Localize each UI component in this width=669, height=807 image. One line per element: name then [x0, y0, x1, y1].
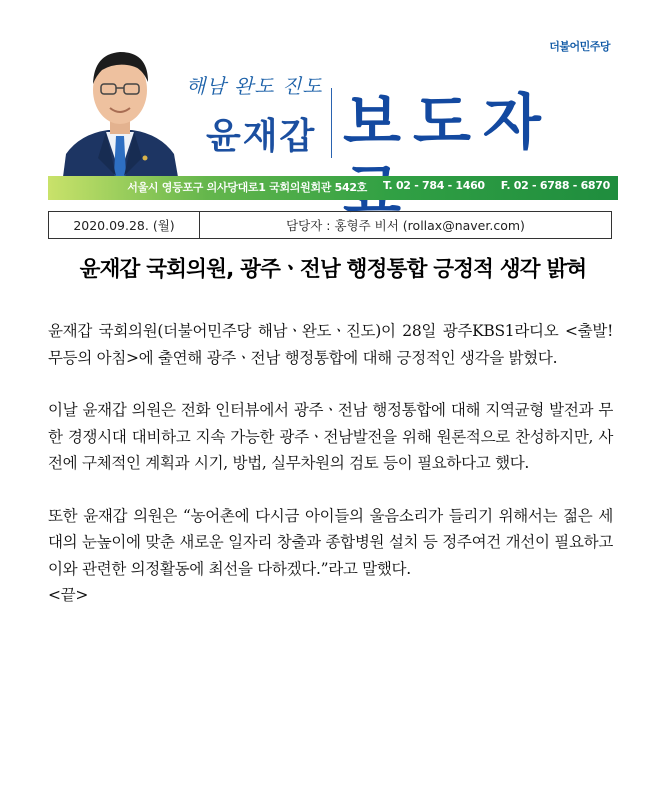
- release-date: 2020.09.28. (월): [49, 212, 200, 238]
- contact-person: 담당자 : 홍형주 비서 (rollax@naver.com): [286, 218, 525, 233]
- end-mark: <끝>: [48, 586, 89, 604]
- contact-info: [127, 179, 610, 195]
- office-phone: T. 02 - 784 - 1460: [383, 179, 485, 192]
- press-release-title: 보도자: [343, 88, 553, 158]
- header-divider: [331, 88, 332, 158]
- district-slogan: 해남 완도 진도: [186, 74, 323, 98]
- headline: 윤재갑 국회의원, 광주ㆍ전남 행정통합 긍정적 생각 밝혀: [79, 257, 587, 282]
- party-name: 더불어민주당: [549, 40, 610, 53]
- paragraph-1: 윤재갑 국회의원(더불어민주당 해남ㆍ완도ㆍ진도)이 28일 광주KBS1라디오 <출발! 무등의 아침>에 출연해 광주ㆍ전남 행정통합에 대해 긍정적인 생각을 밝혔다.: [48, 322, 613, 367]
- info-table: [48, 211, 612, 239]
- article-body: [48, 318, 613, 609]
- paragraph-3: 또한 윤재갑 의원은 “농어촌에 다시금 아이들의 울음소리가 들리기 위해서는 젊은 세대의 눈높이에 맞춘 새로운 일자리 창출과 종합병원 설치 등 정주여건 개선이 필요하고 이와 관련한 의정활동에 최선을 다하겠다.”라고 말했다.: [48, 506, 613, 578]
- office-fax: F. 02 - 6788 - 6870: [500, 179, 610, 192]
- press-release-banner: [48, 30, 618, 200]
- office-address: 서울시 영등포구 의사당대로1 국회의원회관 542호: [127, 181, 368, 194]
- mp-name: 윤재갑: [206, 116, 317, 157]
- paragraph-2: 이날 윤재갑 의원은 전화 인터뷰에서 광주ㆍ전남 행정통합에 대해 지역균형 발전과 무한 경쟁시대 대비하고 지속 가능한 광주ㆍ전남발전을 위해 원론적으로 찬성하지만, 사전에 구체적인 계획과 시기, 방법, 실무차원의 검토 등이 필요하다고 했다.: [48, 401, 613, 472]
